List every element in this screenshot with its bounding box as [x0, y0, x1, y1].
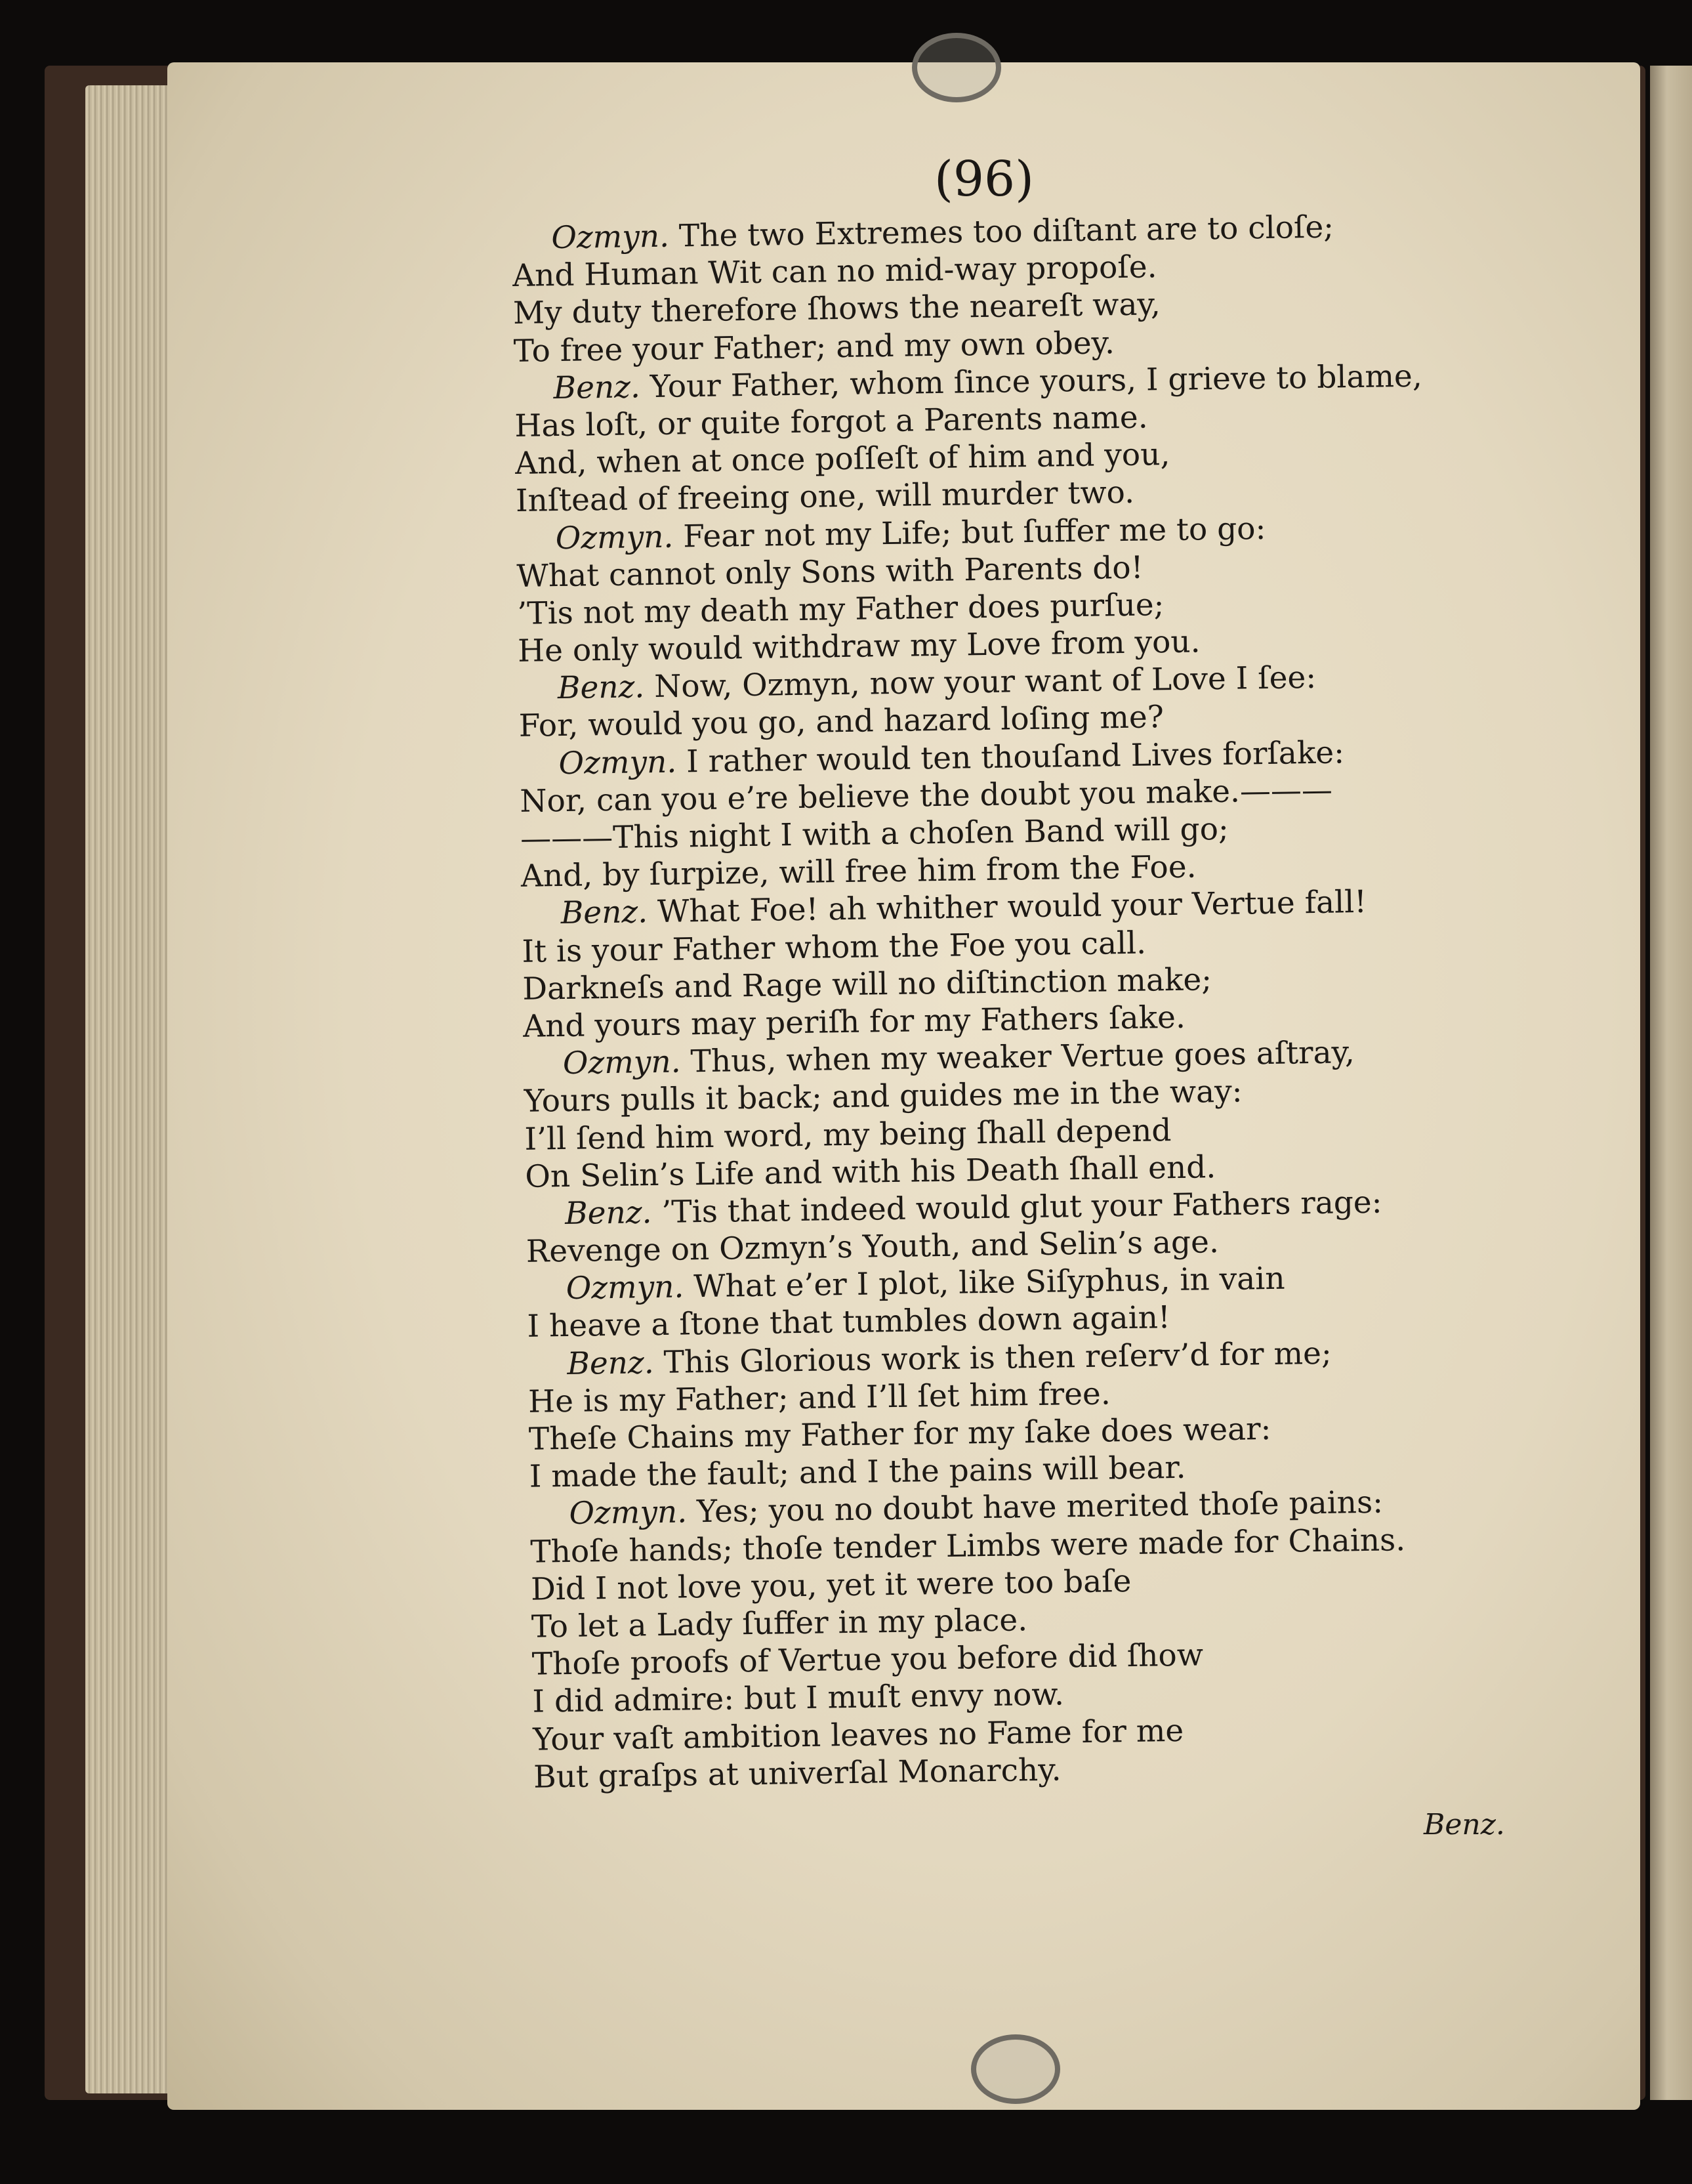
speaker-name: Ozmyn. — [562, 1043, 681, 1082]
speaker-name: Benz. — [553, 369, 641, 406]
page-number: (96) — [934, 151, 1034, 207]
speaker-name: Benz. — [566, 1344, 655, 1382]
speaker-name: Ozmyn. — [551, 218, 670, 257]
speaker-name: Benz. — [564, 1194, 652, 1232]
line-text: Revenge on Ozmyn’s Youth, and Selin’s age. — [526, 1224, 1220, 1270]
speaker-name: Ozmyn. — [566, 1269, 684, 1307]
line-text: Theſe Chains my Father for my ſake does wear: — [528, 1411, 1271, 1458]
line-text: ’Tis not my death my Father does purſue; — [516, 587, 1165, 632]
verse-text — [512, 206, 1504, 1796]
line-text: Your Father, whom ſince yours, I grieve to blame, — [640, 358, 1423, 406]
line-text: I heave a ſtone that tumbles down again! — [527, 1299, 1171, 1345]
line-text: And yours may periſh for my Fathers ſake. — [522, 999, 1186, 1045]
line-text: I did admire: but I muſt envy now. — [532, 1676, 1065, 1721]
line-text: ———This night I with a choſen Band will go; — [520, 810, 1229, 857]
line-text: Did I not love you, yet it were too baſe — [530, 1563, 1132, 1608]
line-text: I made the fault; and I the pains will bear. — [529, 1450, 1186, 1495]
line-text: Yours pulls it back; and guides me in the way: — [524, 1073, 1243, 1120]
line-text: I rather would ten thouſand Lives forſake: — [676, 734, 1345, 780]
line-text: Fear not my Life; but ſuffer me to go: — [673, 510, 1266, 555]
line-text: This Glorious work is then reſerv’d for me; — [653, 1335, 1332, 1381]
line-text: What cannot only Sons with Parents do! — [516, 549, 1144, 595]
catchword: Benz. — [1424, 1808, 1505, 1841]
line-text: ’Tis that indeed would glut your Fathers rage: — [651, 1184, 1382, 1231]
speaker-name: Ozmyn. — [558, 744, 677, 782]
speaker-name: Ozmyn. — [569, 1494, 688, 1532]
line-text: Your vaſt ambition leaves no Fame for me — [532, 1712, 1184, 1758]
line-text: On Selin’s Life and with his Death ſhall end. — [524, 1148, 1216, 1195]
line-text: The two Extremes too diſtant are to cloſe; — [669, 209, 1334, 255]
line-text: Has loſt, or quite forgot a Parents name. — [514, 399, 1148, 444]
line-text: And, by ſurpize, will free him from the Foe. — [520, 849, 1197, 895]
line-text: He is my Father; and I’ll ſet him free. — [527, 1376, 1111, 1420]
line-text: But graſps at univerſal Monarchy. — [533, 1752, 1062, 1796]
line-text: Now, Ozmyn, now your want of Love I ſee: — [644, 660, 1317, 705]
line-text: Nor, can you e’re believe the doubt you make.——— — [519, 772, 1333, 820]
speaker-name: Benz. — [557, 669, 645, 707]
line-text: Thoſe hands; thoſe tender Limbs were made for Chains. — [529, 1521, 1406, 1570]
line-text: My duty therefore ſhows the neareſt way, — [512, 286, 1161, 332]
line-text: Thus, when my weaker Vertue goes aſtray, — [680, 1034, 1355, 1080]
line-text: I’ll ſend him word, my being ſhall depend — [524, 1112, 1172, 1158]
line-text: For, would you go, and hazard loſing me? — [518, 699, 1165, 745]
line-text: Yes; you no doubt have merited thoſe pains: — [686, 1484, 1384, 1530]
line-text: To let a Lady ſuffer in my place. — [531, 1602, 1028, 1645]
line-text: It is your Father whom the Foe you call. — [522, 925, 1147, 970]
line-text: And Human Wit can no mid-way propoſe. — [512, 249, 1157, 295]
line-text: What Foe! ah whither would your Vertue fall! — [647, 884, 1367, 931]
bottom-page-clip — [971, 2034, 1060, 2104]
speaker-name: Benz. — [560, 894, 648, 932]
facing-page-edge — [1650, 66, 1692, 2100]
line-text: Inſtead of freeing one, will murder two. — [515, 474, 1135, 520]
line-text: Thoſe proofs of Vertue you before did ſhow — [531, 1637, 1204, 1683]
line-text: What e’er I plot, like Siſyphus, in vain — [683, 1260, 1285, 1305]
line-text: And, when at once poſſeſt of him and you, — [514, 436, 1170, 482]
line-text: To free your Father; and my own obey. — [513, 324, 1115, 369]
speaker-name: Ozmyn. — [555, 518, 674, 556]
line-text: He only would withdraw my Love from you. — [517, 623, 1201, 669]
line-text: Darkneſs and Rage will no diſtinction make; — [522, 961, 1212, 1007]
top-page-clip — [912, 33, 1001, 102]
